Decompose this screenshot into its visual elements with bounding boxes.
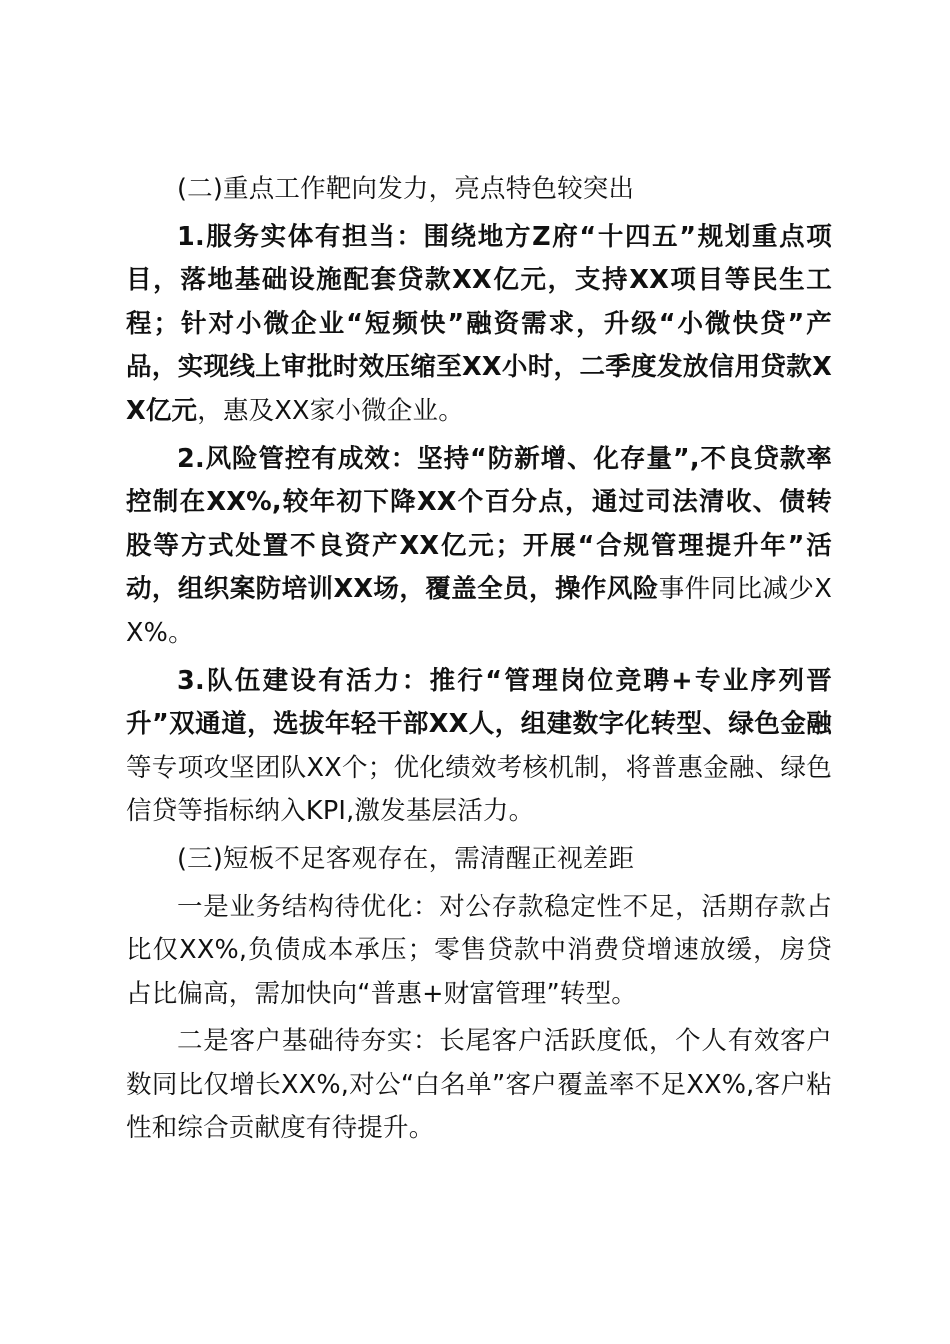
item-3-paragraph bbox=[126, 660, 832, 834]
point-2-paragraph: 二是客户基础待夯实：长尾客户活跃度低，个人有效客户数同比仅增长XX%,对公“白名单”客户覆盖率不足XX%,客户粘性和综合贡献度有待提升。 bbox=[126, 1026, 832, 1144]
item-1-paragraph bbox=[126, 216, 832, 434]
section-2-heading: (二)重点工作靶向发力，亮点特色较突出 bbox=[177, 174, 635, 204]
item-1-bold-text: 1.服务实体有担当：围绕地方Z府“十四五”规划重点项目，落地基础设施配套贷款XX亿元，支持XX项目等民生工程；针对小微企业“短频快”融资需求，升级“小微快贷”产品，实现线上审批时效压缩至XX小时，二季度发放信用贷款XX亿元 bbox=[126, 221, 832, 426]
item-2-normal-text: 事件同比减少XX%。 bbox=[126, 574, 832, 648]
item-3-normal-text: 等专项攻坚团队XX个；优化绩效考核机制，将普惠金融、绿色信贷等指标纳入KPI,激发基层活力。 bbox=[126, 752, 832, 827]
item-3-bold-text: 3.队伍建设有活力：推行“管理岗位竞聘+专业序列晋升”双通道，选拔年轻干部XX人，组建数字化转型、绿色金融 bbox=[126, 665, 832, 740]
item-1-normal-text: ，惠及XX家小微企业。 bbox=[197, 395, 464, 426]
document-body bbox=[126, 168, 832, 1155]
item-2-paragraph bbox=[126, 438, 832, 656]
item-2-bold-text: 2.风险管控有成效：坚持“防新增、化存量”,不良贷款率控制在XX%,较年初下降XX个百分点，通过司法清收、债转股等方式处置不良资产XX亿元；开展“合规管理提升年”活动，组织案防培训XX场，覆盖全员，操作风险 bbox=[126, 443, 832, 605]
section-3-heading: (三)短板不足客观存在，需清醒正视差距 bbox=[177, 843, 635, 874]
point-1-paragraph: 一是业务结构待优化：对公存款稳定性不足，活期存款占比仅XX%,负债成本承压；零售贷款中消费贷增速放缓，房贷占比偏高，需加快向“普惠+财富管理”转型。 bbox=[126, 891, 833, 1009]
